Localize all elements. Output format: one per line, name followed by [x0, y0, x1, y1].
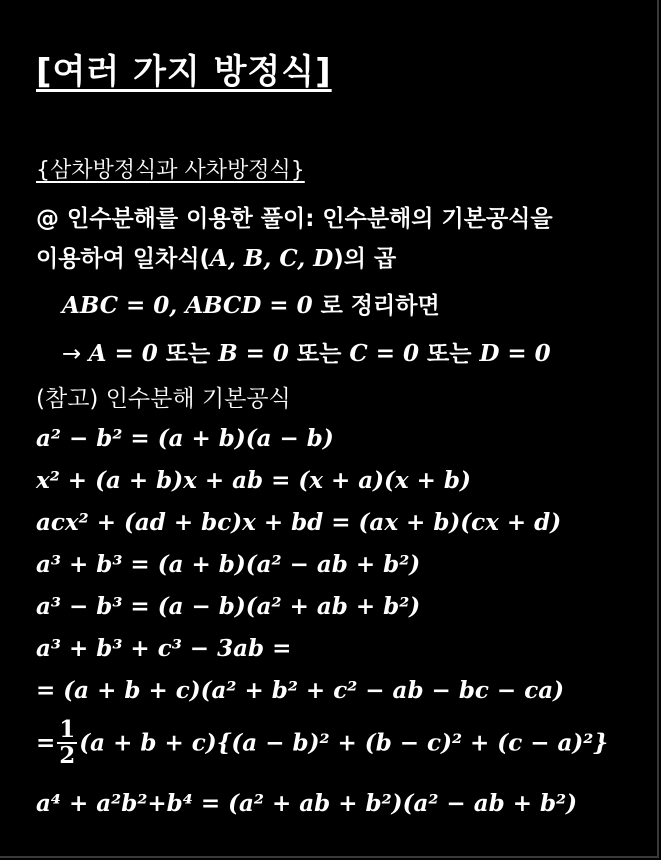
- root-b: B = 0: [218, 340, 289, 367]
- method-line-2-end: )의 곱: [333, 246, 397, 272]
- formula-quadratic-factor: x² + (a + b)x + ab = (x + a)(x + b): [36, 467, 471, 494]
- method-line-3: [62, 287, 440, 320]
- fraction-denominator: 2: [59, 742, 76, 769]
- formula-three-cubes-factored: = (a + b + c)(a² + b² + c² − ab − bc − ca): [36, 677, 564, 704]
- section-subtitle: {삼차방정식과 사차방정식}: [36, 158, 305, 183]
- formula-general-quadratic: acx² + (ad + bc)x + bd = (ax + b)(cx + d): [36, 509, 562, 536]
- formula-difference-of-squares: a² − b² = (a + b)(a − b): [36, 425, 334, 452]
- method-line-4: [62, 335, 551, 368]
- or-2: 또는: [288, 341, 350, 367]
- formula-three-cubes-squares: [36, 718, 608, 768]
- root-a: A = 0: [88, 340, 158, 367]
- formula-difference-of-cubes: a³ − b³ = (a − b)(a² + ab + b²): [36, 593, 421, 620]
- formula-body: (a + b + c){(a − b)² + (b − c)² + (c − a)²}: [79, 729, 609, 757]
- linear-factors: A, B, C, D: [210, 245, 334, 272]
- root-c: C = 0: [349, 340, 419, 367]
- or-3: 또는: [418, 341, 480, 367]
- method-line-2: [36, 240, 396, 273]
- method-line-1: @ 인수분해를 이용한 풀이: 인수분해의 기본공식을: [36, 206, 553, 232]
- product-equations: ABC = 0, ABCD = 0: [62, 292, 313, 319]
- fraction-numerator: 1: [59, 716, 76, 743]
- root-d: D = 0: [479, 340, 551, 367]
- formula-three-cubes: a³ + b³ + c³ − 3ab =: [36, 635, 292, 662]
- method-line-2-text: 이용하여 일차식(: [36, 246, 211, 272]
- equals-sign: =: [36, 729, 56, 757]
- formula-fourth-power: a⁴ + a²b²+b⁴ = (a² + ab + b²)(a² − ab + b²): [36, 790, 578, 817]
- formula-sum-of-cubes: a³ + b³ = (a + b)(a² − ab + b²): [36, 551, 421, 578]
- note-title: (참고) 인수분해 기본공식: [36, 386, 291, 412]
- page-title: [여러 가지 방정식]: [36, 52, 332, 92]
- method-line-3-text: 로 정리하면: [312, 293, 440, 319]
- or-1: 또는: [157, 341, 219, 367]
- arrow-icon: →: [62, 341, 89, 367]
- fraction-half: [57, 718, 77, 768]
